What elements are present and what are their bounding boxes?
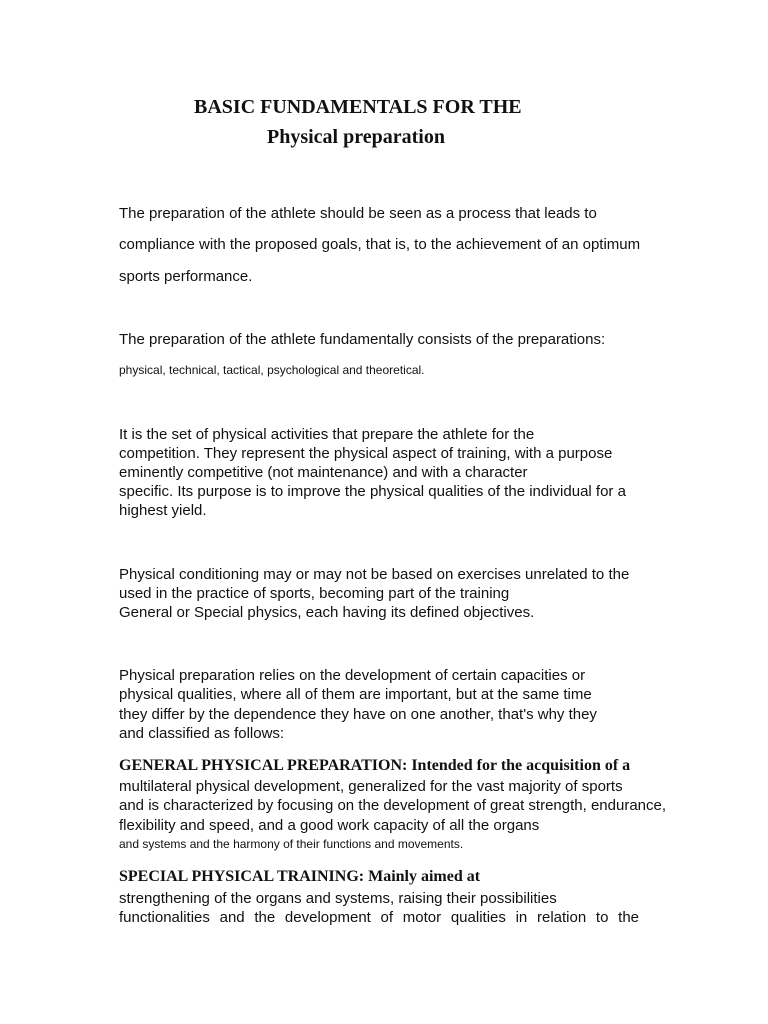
special-training-heading [119,868,480,886]
document-title-line-2: Physical preparation [267,126,445,148]
paragraph-3-line-5: highest yield. [119,502,207,519]
paragraph-5-line-2: physical qualities, where all of them are important, but at the same time [119,686,592,703]
paragraph-1-line-1: The preparation of the athlete should be seen as a process that leads to [119,205,597,222]
paragraph-3-line-3: eminently competitive (not maintenance) and with a character [119,464,528,481]
paragraph-2-line-2: physical, technical, tactical, psychological and theoretical. [119,363,425,377]
document-title-line-1: BASIC FUNDAMENTALS FOR THE [194,96,522,118]
paragraph-4-line-1: Physical conditioning may or may not be based on exercises unrelated to the [119,566,630,583]
paragraph-3-line-2: competition. They represent the physical aspect of training, with a purpose [119,445,613,462]
special-training-line-2: functionalities and the development of motor qualities in relation to the [119,909,639,926]
paragraph-3-line-4: specific. Its purpose is to improve the physical qualities of the individual for a [119,483,626,500]
paragraph-5-line-4: and classified as follows: [119,725,285,742]
paragraph-5-line-3: they differ by the dependence they have on one another, that's why they [119,706,597,723]
general-preparation-line-2: and is characterized by focusing on the development of great strength, endurance, [119,797,667,814]
general-preparation-line-3: flexibility and speed, and a good work capacity of all the organs [119,817,540,834]
special-training-line-1: strengthening of the organs and systems, raising their possibilities [119,890,557,907]
general-preparation-heading-text: GENERAL PHYSICAL PREPARATION: Intended for the acquisition of a [119,757,631,774]
paragraph-5-line-1: Physical preparation relies on the development of certain capacities or [119,667,586,684]
paragraph-4-line-2: used in the practice of sports, becoming part of the training [119,585,510,602]
paragraph-1-line-3: sports performance. [119,268,253,285]
special-training-heading-text: SPECIAL PHYSICAL TRAINING: Mainly aimed at [119,868,481,885]
general-preparation-line-4: and systems and the harmony of their functions and movements. [119,837,464,851]
paragraph-4-line-3: General or Special physics, each having its defined objectives. [119,604,535,621]
general-preparation-line-1: multilateral physical development, generalized for the vast majority of sports [119,778,623,795]
paragraph-2-line-1: The preparation of the athlete fundamentally consists of the preparations: [119,331,606,348]
general-preparation-heading [119,757,630,775]
paragraph-1-line-2: compliance with the proposed goals, that is, to the achievement of an optimum [119,236,641,253]
paragraph-3-line-1: It is the set of physical activities that prepare the athlete for the [119,426,535,443]
